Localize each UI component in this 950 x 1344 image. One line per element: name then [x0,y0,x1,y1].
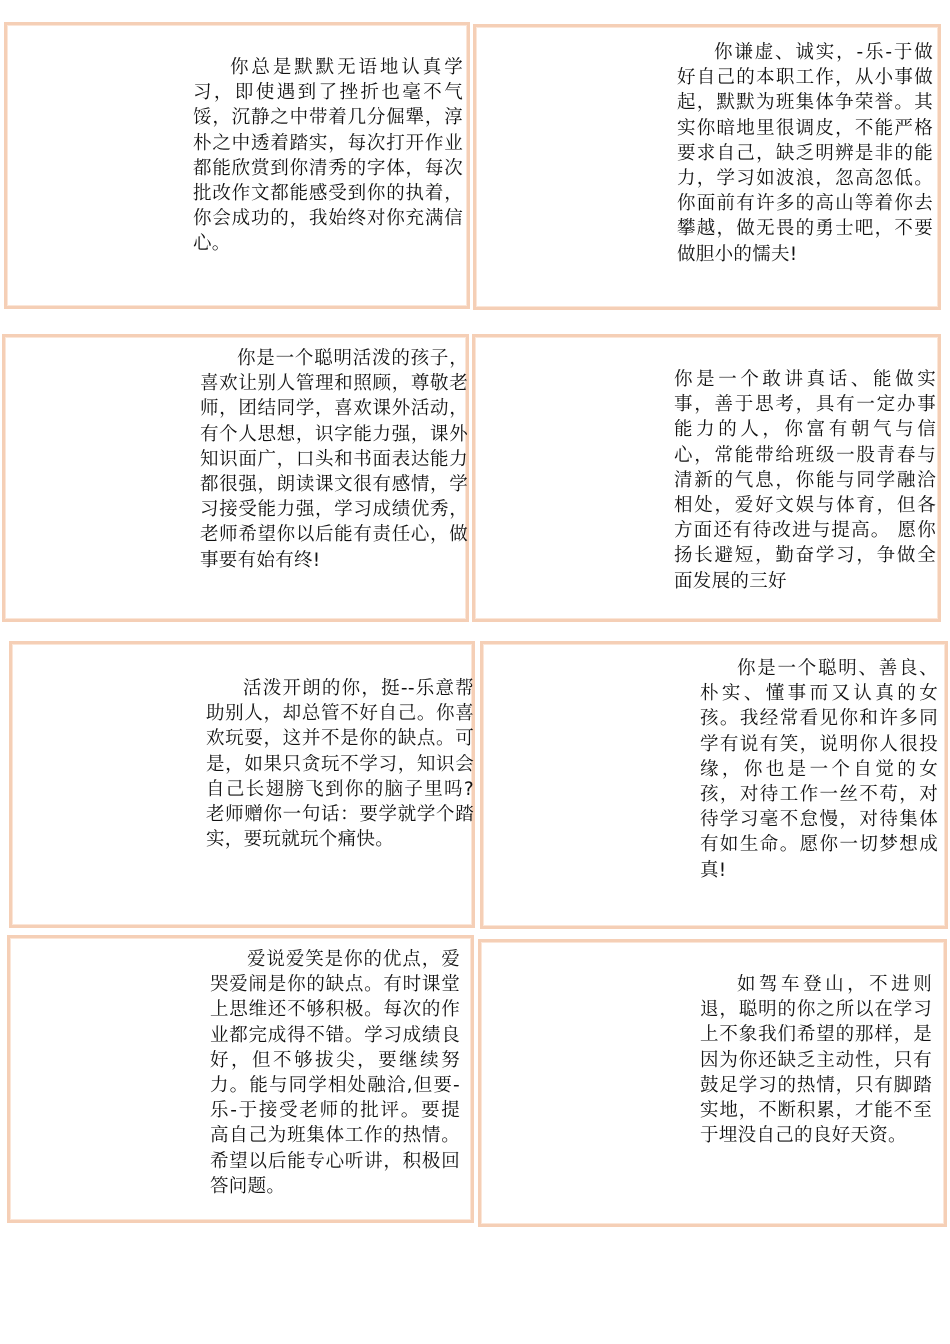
comment-text-5: 活泼开朗的你，挺--乐意帮助别人，却总管不好自己。你喜欢玩耍，这并不是你的缺点。可是，如果只贪玩不学习，知识会自己长翅膀飞到你的脑子里吗?老师赠你一句话：要学就学个踏实，要玩就玩个痛快。 [206,678,474,851]
comment-text-7: 爱说爱笑是你的优点，爱哭爱闹是你的缺点。有时课堂上思维还不够积极。每次的作业都完成得不错。学习成绩良好，但不够拔尖，要继续努力。能与同学相处融洽,但要-乐-于接受老师的批评。要提高自己为班集体工作的热情。希望以后能专心听讲，积极回答问题。 [210,949,460,1197]
comment-text-2: 你谦虚、诚实，-乐-于做好自己的本职工作，从小事做起，默默为班集体争荣誉。其实你暗地里很调皮，不能严格要求自己，缺乏明辨是非的能力，学习如波浪，忽高忽低。你面前有许多的高山等着你去攀越，做无畏的勇士吧，不要做胆小的懦夫! [677,42,933,265]
comment-text-1: 你总是默默无语地认真学习，即使遇到了挫折也毫不气馁，沉静之中带着几分倔犟，淳朴之中透着踏实，每次打开作业都能欣赏到你清秀的字体，每次批改作文都能感受到你的执着，你会成功的，我始终对你充满信心。 [193,57,463,255]
comment-text-6: 你是一个聪明、善良、朴实、懂事而又认真的女孩。我经常看见你和许多同学有说有笑，说明你人很投缘，你也是一个自觉的女孩，对待工作一丝不苟，对待学习毫不怠慢，对待集体有如生命。愿你一切梦想成真! [700,658,938,881]
comment-text-3: 你是一个聪明活泼的孩子，喜欢让别人管理和照顾，尊敬老师，团结同学，喜欢课外活动，有个人思想，识字能力强，课外知识面广，口头和书面表达能力都很强，朗读课文很有感情，学习接受能力强，学习成绩优秀，老师希望你以后能有责任心，做事要有始有终! [200,348,468,571]
comment-text-8: 如驾车登山，不进则退，聪明的你之所以在学习上不象我们希望的那样，是因为你还缺乏主动性，只有鼓足学习的热情，只有脚踏实地，不断积累，才能不至于埋没自己的良好天资。 [700,974,932,1147]
comment-text-4: 你是一个敢讲真话、能做实事，善于思考，具有一定办事能力的人，你富有朝气与信心，常能带给班级一股青春与清新的气息，你能与同学融洽相处，爱好文娱与体育，但各方面还有待改进与提高。 愿你扬长避短，勤奋学习，争做全面发展的三好 [674,369,936,592]
